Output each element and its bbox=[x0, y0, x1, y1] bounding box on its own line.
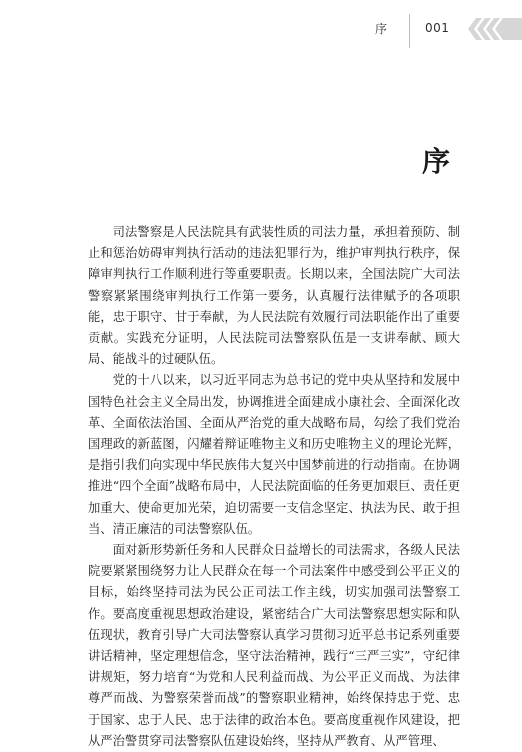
running-header bbox=[0, 0, 522, 60]
running-header-section: 序 bbox=[375, 22, 388, 36]
preface-body bbox=[88, 222, 460, 752]
paragraph-2: 党的十八以来，以习近平同志为总书记的党中央从坚持和发展中国特色社会主义全局出发，协调推进全面建成小康社会、全面深化改革、全面依法治国、全面从严治党的重大战略布局，勾绘了我们党治国理政的新蓝图，闪耀着辩证唯物主义和历史唯物主义的理论光辉，是指引我们向实现中华民族伟大复兴中国梦前进的行动指南。在协调推进“四个全面”战略布局中，人民法院面临的任务更加艰巨、责任更加重大、使命更加光荣，迫切需要一支信念坚定、执法为民、敢于担当、清正廉洁的司法警察队伍。 bbox=[88, 373, 460, 536]
paragraph-1: 司法警察是人民法院具有武装性质的司法力量，承担着预防、制止和惩治妨碍审判执行活动的违法犯罪行为，维护审判执行秩序，保障审判执行工作顺利进行等重要职责。长期以来，全国法院广大司法警察紧紧围绕审判执行工作第一要务，认真履行法律赋予的各项职能，忠于职守、甘于奉献，为人民法院有效履行司法职能作出了重要贡献。实践充分证明，人民法院司法警察队伍是一支讲奉献、顾大局、能战斗的过硬队伍。 bbox=[88, 225, 460, 367]
header-divider bbox=[409, 14, 410, 48]
chevron-decoration-icon bbox=[462, 18, 522, 40]
page-title: 序 bbox=[422, 145, 451, 178]
page-number: 001 bbox=[425, 21, 450, 35]
paragraph-3: 面对新形势新任务和人民群众日益增长的司法需求，各级人民法院要紧紧围绕努力让人民群众在每一个司法案件中感受到公平正义的目标，始终坚持司法为民公正司法工作主线，切实加强司法警察工作。要高度重视思想政治建设，紧密结合广大司法警察思想实际和队伍现状，教育引导广大司法警察认真学习贯彻习近平总书记系列重要讲话精神，坚定理想信念，坚守法治精神，践行“三严三实”，守纪律讲规矩，努力培育“为党和人民利益而战、为公平正义而战、为法律尊严而战、为警察荣誉而战”的警察职业精神，始终保持忠于党、忠于国家、忠于人民、忠于法律的政治本色。要高度重视作风建设，把从严治警贯穿司法警察队伍建设始终，坚持从严教育、从严管理、 bbox=[88, 543, 460, 748]
